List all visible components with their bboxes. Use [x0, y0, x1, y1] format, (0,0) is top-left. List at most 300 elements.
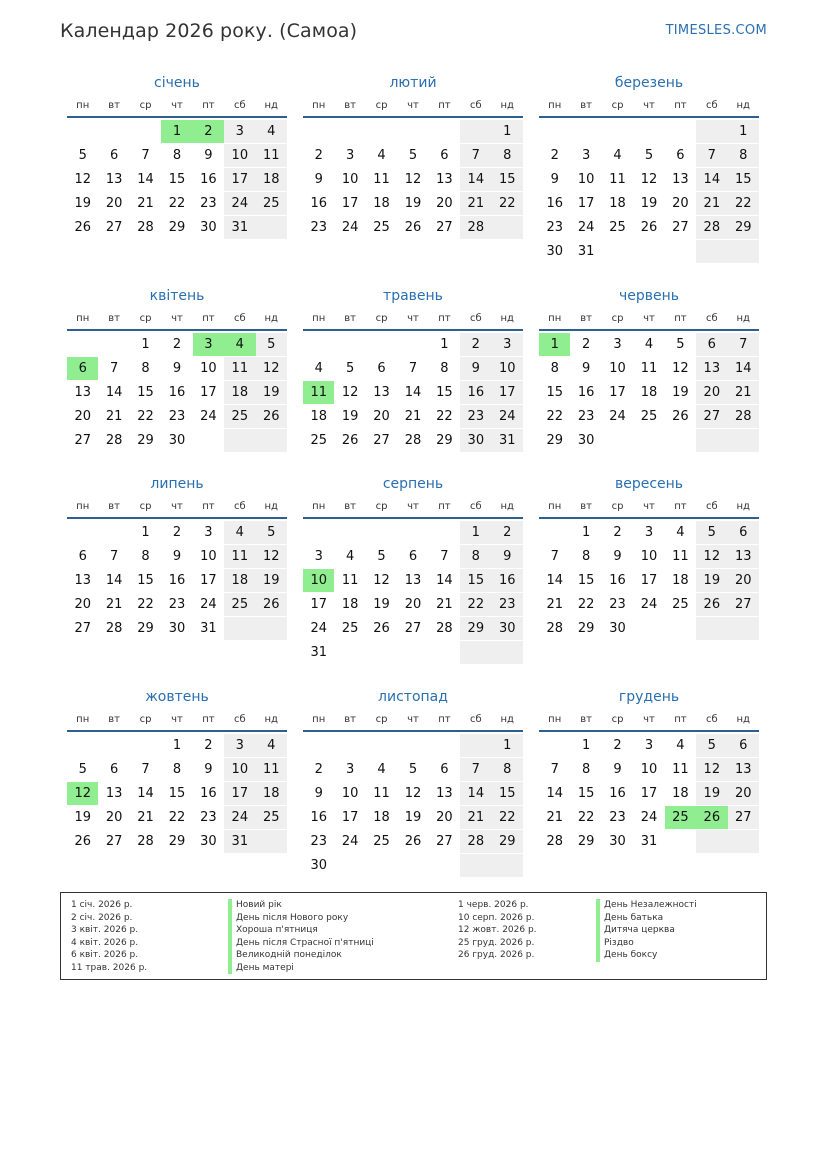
day-cell: 30 — [609, 834, 626, 849]
weekday-header — [67, 497, 287, 519]
day-cell: 13 — [672, 172, 689, 187]
day-cell: 29 — [728, 216, 759, 239]
day-cell: 30 — [609, 621, 626, 636]
empty-cell — [366, 333, 397, 356]
month-name: грудень — [618, 689, 680, 705]
day-cell: 16 — [460, 381, 491, 404]
holiday-day: 11 — [303, 381, 334, 404]
day-cell: 5 — [696, 734, 727, 757]
weekday-label: сб — [705, 100, 718, 111]
day-cell: 5 — [676, 337, 685, 352]
day-cell: 4 — [256, 120, 287, 143]
weekday-label: пт — [674, 714, 687, 725]
empty-cell — [429, 521, 460, 544]
legend-holiday-name: Різдво — [596, 937, 697, 950]
day-cell: 10 — [640, 549, 658, 564]
legend-right-dates — [458, 899, 537, 962]
weekday-label: пт — [438, 501, 451, 512]
weekday-label: вт — [108, 714, 120, 725]
weekday-header — [67, 309, 287, 331]
day-grid — [539, 333, 759, 453]
weekday-label: пт — [202, 313, 215, 324]
empty-cell — [602, 240, 633, 263]
day-cell: 8 — [141, 361, 150, 376]
empty-cell — [539, 120, 570, 143]
empty-cell — [224, 617, 255, 640]
empty-cell — [67, 734, 98, 757]
day-cell: 2 — [581, 337, 591, 352]
day-cell: 10 — [341, 172, 359, 187]
weekday-label: пн — [312, 313, 326, 324]
day-cell: 16 — [168, 385, 186, 400]
day-cell: 7 — [141, 148, 150, 163]
day-cell: 22 — [728, 192, 759, 215]
day-cell: 25 — [256, 192, 287, 215]
day-cell: 3 — [613, 337, 622, 352]
day-cell: 10 — [200, 549, 217, 564]
weekday-label: чт — [407, 313, 419, 324]
weekday-label: ср — [611, 100, 624, 111]
day-cell: 15 — [577, 786, 595, 801]
day-cell: 17 — [640, 786, 658, 801]
day-cell: 9 — [613, 549, 622, 564]
day-cell: 11 — [672, 549, 689, 564]
day-cell: 1 — [141, 525, 150, 540]
weekday-label: пт — [674, 313, 687, 324]
day-cell: 9 — [492, 545, 523, 568]
day-cell: 25 — [672, 597, 689, 612]
weekday-header — [303, 96, 523, 118]
day-cell: 28 — [105, 433, 123, 448]
legend-holiday-date: 26 груд. 2026 р. — [458, 950, 535, 960]
day-cell: 27 — [404, 621, 422, 636]
weekday-label: нд — [264, 313, 278, 324]
weekday-label: пн — [76, 714, 90, 725]
day-cell: 8 — [728, 144, 759, 167]
day-cell: 24 — [200, 409, 217, 424]
month-block — [539, 72, 759, 264]
legend-holiday-date: 3 квіт. 2026 р. — [71, 925, 139, 935]
day-cell: 1 — [460, 521, 491, 544]
day-cell: 19 — [341, 409, 359, 424]
weekday-label: вт — [108, 313, 120, 324]
day-cell: 30 — [492, 617, 523, 640]
empty-cell — [366, 521, 397, 544]
day-cell: 16 — [310, 196, 327, 211]
day-cell: 9 — [581, 361, 591, 376]
legend-left-dates — [71, 899, 147, 974]
day-cell: 11 — [373, 786, 390, 801]
weekday-header — [539, 96, 759, 118]
day-cell: 19 — [373, 597, 390, 612]
empty-cell — [130, 120, 161, 143]
day-cell: 6 — [696, 333, 727, 356]
day-cell: 17 — [310, 597, 327, 612]
day-cell: 21 — [105, 597, 123, 612]
day-cell: 14 — [105, 385, 123, 400]
day-grid — [67, 333, 287, 453]
weekday-label: ср — [375, 501, 388, 512]
day-grid — [303, 734, 523, 878]
weekday-label: вт — [108, 501, 120, 512]
empty-cell — [492, 216, 523, 239]
day-cell: 20 — [728, 782, 759, 805]
month-block — [67, 473, 287, 641]
day-grid — [303, 333, 523, 453]
weekday-label: ср — [139, 313, 152, 324]
day-cell: 14 — [460, 168, 491, 191]
day-cell: 14 — [404, 385, 422, 400]
empty-cell — [492, 641, 523, 664]
holiday-day: 26 — [696, 806, 727, 829]
weekday-label: вт — [580, 714, 592, 725]
weekday-label: сб — [233, 714, 246, 725]
holiday-day: 3 — [193, 333, 224, 356]
weekday-label: сб — [233, 313, 246, 324]
empty-cell — [397, 120, 428, 143]
day-cell: 30 — [168, 621, 186, 636]
day-cell: 3 — [224, 120, 255, 143]
empty-cell — [539, 521, 570, 544]
weekday-label: нд — [500, 100, 514, 111]
legend-left-names — [228, 899, 374, 974]
day-cell: 21 — [696, 192, 727, 215]
day-cell: 28 — [696, 216, 727, 239]
day-cell: 9 — [314, 786, 323, 801]
holiday-day: 4 — [224, 333, 255, 356]
day-cell: 29 — [577, 621, 595, 636]
day-cell: 24 — [341, 834, 359, 849]
day-cell: 12 — [404, 786, 422, 801]
weekday-label: нд — [500, 313, 514, 324]
day-cell: 8 — [460, 545, 491, 568]
weekday-label: ср — [139, 501, 152, 512]
day-cell: 5 — [256, 521, 287, 544]
day-cell: 3 — [345, 148, 355, 163]
holiday-day: 12 — [67, 782, 98, 805]
day-cell: 10 — [224, 758, 255, 781]
empty-cell — [460, 641, 491, 664]
day-cell: 1 — [581, 525, 591, 540]
day-cell: 31 — [310, 645, 327, 660]
day-cell: 20 — [436, 810, 453, 825]
empty-cell — [397, 333, 428, 356]
month-name: червень — [618, 288, 680, 304]
weekday-label: чт — [643, 313, 655, 324]
month-name: жовтень — [145, 689, 209, 705]
weekday-label: ср — [375, 714, 388, 725]
day-cell: 17 — [492, 381, 523, 404]
day-cell: 26 — [404, 220, 422, 235]
empty-cell — [633, 429, 664, 452]
day-cell: 4 — [676, 525, 685, 540]
day-cell: 6 — [676, 148, 685, 163]
day-cell: 13 — [373, 385, 390, 400]
day-cell: 23 — [546, 220, 563, 235]
legend-holiday-date: 25 груд. 2026 р. — [458, 937, 535, 948]
day-cell: 6 — [728, 734, 759, 757]
day-cell: 11 — [609, 172, 626, 187]
weekday-label: ср — [611, 501, 624, 512]
day-cell: 27 — [728, 806, 759, 829]
day-cell: 15 — [137, 385, 154, 400]
day-cell: 25 — [373, 220, 390, 235]
day-cell: 26 — [696, 593, 727, 616]
page-header — [60, 18, 767, 48]
day-cell: 7 — [550, 762, 559, 777]
day-cell: 14 — [546, 573, 563, 588]
day-cell: 5 — [644, 148, 654, 163]
day-cell: 1 — [172, 738, 182, 753]
day-cell: 22 — [577, 597, 595, 612]
day-cell: 24 — [224, 192, 255, 215]
day-cell: 6 — [408, 549, 418, 564]
empty-cell — [193, 429, 224, 452]
empty-cell — [334, 521, 365, 544]
day-cell: 8 — [172, 762, 182, 777]
day-cell: 9 — [314, 172, 323, 187]
day-cell: 6 — [440, 762, 449, 777]
day-cell: 4 — [256, 734, 287, 757]
empty-cell — [98, 120, 129, 143]
weekday-label: пн — [76, 100, 90, 111]
day-cell: 16 — [609, 786, 626, 801]
day-cell: 5 — [78, 762, 87, 777]
empty-cell — [728, 830, 759, 853]
weekday-label: пт — [674, 100, 687, 111]
holiday-day: 6 — [67, 357, 98, 380]
legend-holiday-date: 4 квіт. 2026 р. — [71, 937, 139, 948]
day-cell: 14 — [105, 573, 123, 588]
empty-cell — [334, 120, 365, 143]
day-cell: 18 — [373, 196, 390, 211]
day-cell: 20 — [672, 196, 689, 211]
day-cell: 31 — [224, 830, 255, 853]
day-grid — [67, 521, 287, 641]
brand-link[interactable]: TIMESLES.COM — [665, 23, 767, 38]
day-cell: 18 — [640, 385, 658, 400]
day-cell: 12 — [672, 361, 689, 376]
day-cell: 6 — [109, 148, 119, 163]
weekday-label: вт — [580, 501, 592, 512]
day-cell: 28 — [137, 220, 154, 235]
day-cell: 18 — [609, 196, 626, 211]
day-cell: 12 — [696, 545, 727, 568]
weekday-label: чт — [407, 501, 419, 512]
month-block — [67, 72, 287, 240]
day-cell: 18 — [373, 810, 390, 825]
empty-cell — [67, 521, 98, 544]
day-cell: 13 — [404, 573, 422, 588]
day-cell: 6 — [728, 521, 759, 544]
day-cell: 7 — [460, 144, 491, 167]
legend-holiday-date: 11 трав. 2026 р. — [71, 962, 148, 973]
day-cell: 26 — [373, 621, 390, 636]
day-cell: 5 — [408, 762, 418, 777]
day-cell: 13 — [105, 786, 123, 801]
day-cell: 22 — [137, 597, 154, 612]
holiday-legend — [60, 892, 767, 980]
day-cell: 8 — [492, 758, 523, 781]
empty-cell — [696, 617, 727, 640]
day-cell: 15 — [137, 573, 154, 588]
day-cell: 24 — [310, 621, 327, 636]
day-cell: 20 — [696, 381, 727, 404]
day-cell: 28 — [460, 830, 491, 853]
day-cell: 8 — [172, 148, 182, 163]
day-cell: 4 — [613, 148, 622, 163]
empty-cell — [256, 617, 287, 640]
day-cell: 9 — [613, 762, 622, 777]
day-cell: 5 — [377, 549, 386, 564]
weekday-label: пн — [548, 100, 562, 111]
day-grid — [539, 521, 759, 641]
day-cell: 18 — [672, 573, 689, 588]
weekday-header — [539, 710, 759, 732]
weekday-label: пт — [438, 313, 451, 324]
day-cell: 7 — [109, 361, 119, 376]
day-cell: 8 — [550, 361, 559, 376]
day-cell: 12 — [341, 385, 359, 400]
day-cell: 1 — [141, 337, 150, 352]
weekday-label: нд — [736, 100, 750, 111]
day-cell: 22 — [436, 409, 453, 424]
day-cell: 16 — [577, 385, 595, 400]
empty-cell — [728, 617, 759, 640]
weekday-label: нд — [264, 100, 278, 111]
day-cell: 17 — [341, 810, 359, 825]
day-cell: 29 — [168, 220, 186, 235]
legend-holiday-date: 1 січ. 2026 р. — [71, 900, 133, 910]
weekday-label: пт — [438, 100, 451, 111]
day-cell: 29 — [577, 834, 595, 849]
empty-cell — [696, 240, 727, 263]
empty-cell — [539, 734, 570, 757]
month-name: березень — [614, 75, 684, 91]
day-cell: 3 — [204, 525, 213, 540]
day-cell: 5 — [408, 148, 418, 163]
day-cell: 4 — [314, 361, 323, 376]
day-cell: 26 — [74, 834, 91, 849]
day-cell: 20 — [74, 597, 91, 612]
day-cell: 24 — [341, 220, 359, 235]
weekday-label: нд — [500, 714, 514, 725]
day-cell: 27 — [373, 433, 390, 448]
day-cell: 4 — [644, 337, 654, 352]
empty-cell — [429, 120, 460, 143]
legend-holiday-date: 6 квіт. 2026 р. — [71, 950, 139, 960]
day-cell: 8 — [581, 762, 591, 777]
empty-cell — [334, 333, 365, 356]
day-cell: 7 — [460, 758, 491, 781]
day-cell: 21 — [137, 810, 154, 825]
month-block — [303, 686, 523, 878]
month-name: лютий — [389, 75, 437, 91]
day-cell: 2 — [492, 521, 523, 544]
day-cell: 31 — [577, 244, 595, 259]
day-cell: 15 — [577, 573, 595, 588]
day-cell: 5 — [696, 521, 727, 544]
day-cell: 30 — [200, 834, 217, 849]
day-cell: 1 — [492, 734, 523, 757]
day-cell: 10 — [640, 762, 658, 777]
day-cell: 18 — [224, 381, 255, 404]
day-cell: 21 — [105, 409, 123, 424]
legend-holiday-date: 1 черв. 2026 р. — [458, 900, 529, 910]
day-cell: 14 — [546, 786, 563, 801]
day-cell: 1 — [492, 120, 523, 143]
legend-holiday-name: День матері — [228, 962, 374, 975]
month-block — [303, 72, 523, 240]
empty-cell — [303, 521, 334, 544]
month-block — [67, 686, 287, 854]
legend-right-names — [596, 899, 697, 962]
day-cell: 23 — [200, 810, 217, 825]
weekday-label: пн — [548, 313, 562, 324]
day-cell: 31 — [492, 429, 523, 452]
day-cell: 12 — [256, 545, 287, 568]
day-cell: 19 — [672, 385, 689, 400]
month-block — [539, 686, 759, 854]
legend-holiday-name: День батька — [596, 912, 697, 925]
day-cell: 23 — [609, 597, 626, 612]
day-cell: 23 — [609, 810, 626, 825]
day-cell: 1 — [440, 337, 449, 352]
day-cell: 15 — [492, 782, 523, 805]
month-name: липень — [150, 476, 204, 492]
day-cell: 24 — [200, 597, 217, 612]
day-cell: 27 — [436, 220, 453, 235]
day-cell: 5 — [78, 148, 87, 163]
weekday-label: сб — [469, 714, 482, 725]
day-cell: 12 — [74, 172, 91, 187]
weekday-label: ср — [611, 714, 624, 725]
day-cell: 3 — [644, 738, 654, 753]
day-cell: 17 — [200, 573, 217, 588]
day-cell: 25 — [609, 220, 626, 235]
day-cell: 23 — [200, 196, 217, 211]
legend-holiday-name: Великодній понеділок — [228, 949, 374, 962]
empty-cell — [429, 641, 460, 664]
day-cell: 8 — [492, 144, 523, 167]
day-cell: 15 — [168, 172, 186, 187]
day-cell: 22 — [168, 196, 186, 211]
day-cell: 19 — [404, 196, 422, 211]
day-cell: 29 — [168, 834, 186, 849]
day-cell: 24 — [609, 409, 626, 424]
day-cell: 2 — [172, 337, 182, 352]
weekday-label: вт — [344, 714, 356, 725]
empty-cell — [570, 120, 601, 143]
weekday-label: сб — [469, 501, 482, 512]
legend-holiday-name: День після Страсної п'ятниці — [228, 937, 374, 950]
day-cell: 6 — [109, 762, 119, 777]
day-cell: 23 — [168, 597, 186, 612]
weekday-header — [539, 309, 759, 331]
weekday-label: вт — [580, 100, 592, 111]
weekday-label: чт — [643, 100, 655, 111]
month-name: серпень — [382, 476, 444, 492]
weekday-label: пт — [674, 501, 687, 512]
holiday-day: 1 — [161, 120, 192, 143]
empty-cell — [397, 641, 428, 664]
day-cell: 7 — [728, 333, 759, 356]
day-cell: 15 — [436, 385, 453, 400]
month-block — [539, 285, 759, 453]
month-name: листопад — [378, 689, 448, 705]
empty-cell — [728, 429, 759, 452]
day-cell: 14 — [460, 782, 491, 805]
